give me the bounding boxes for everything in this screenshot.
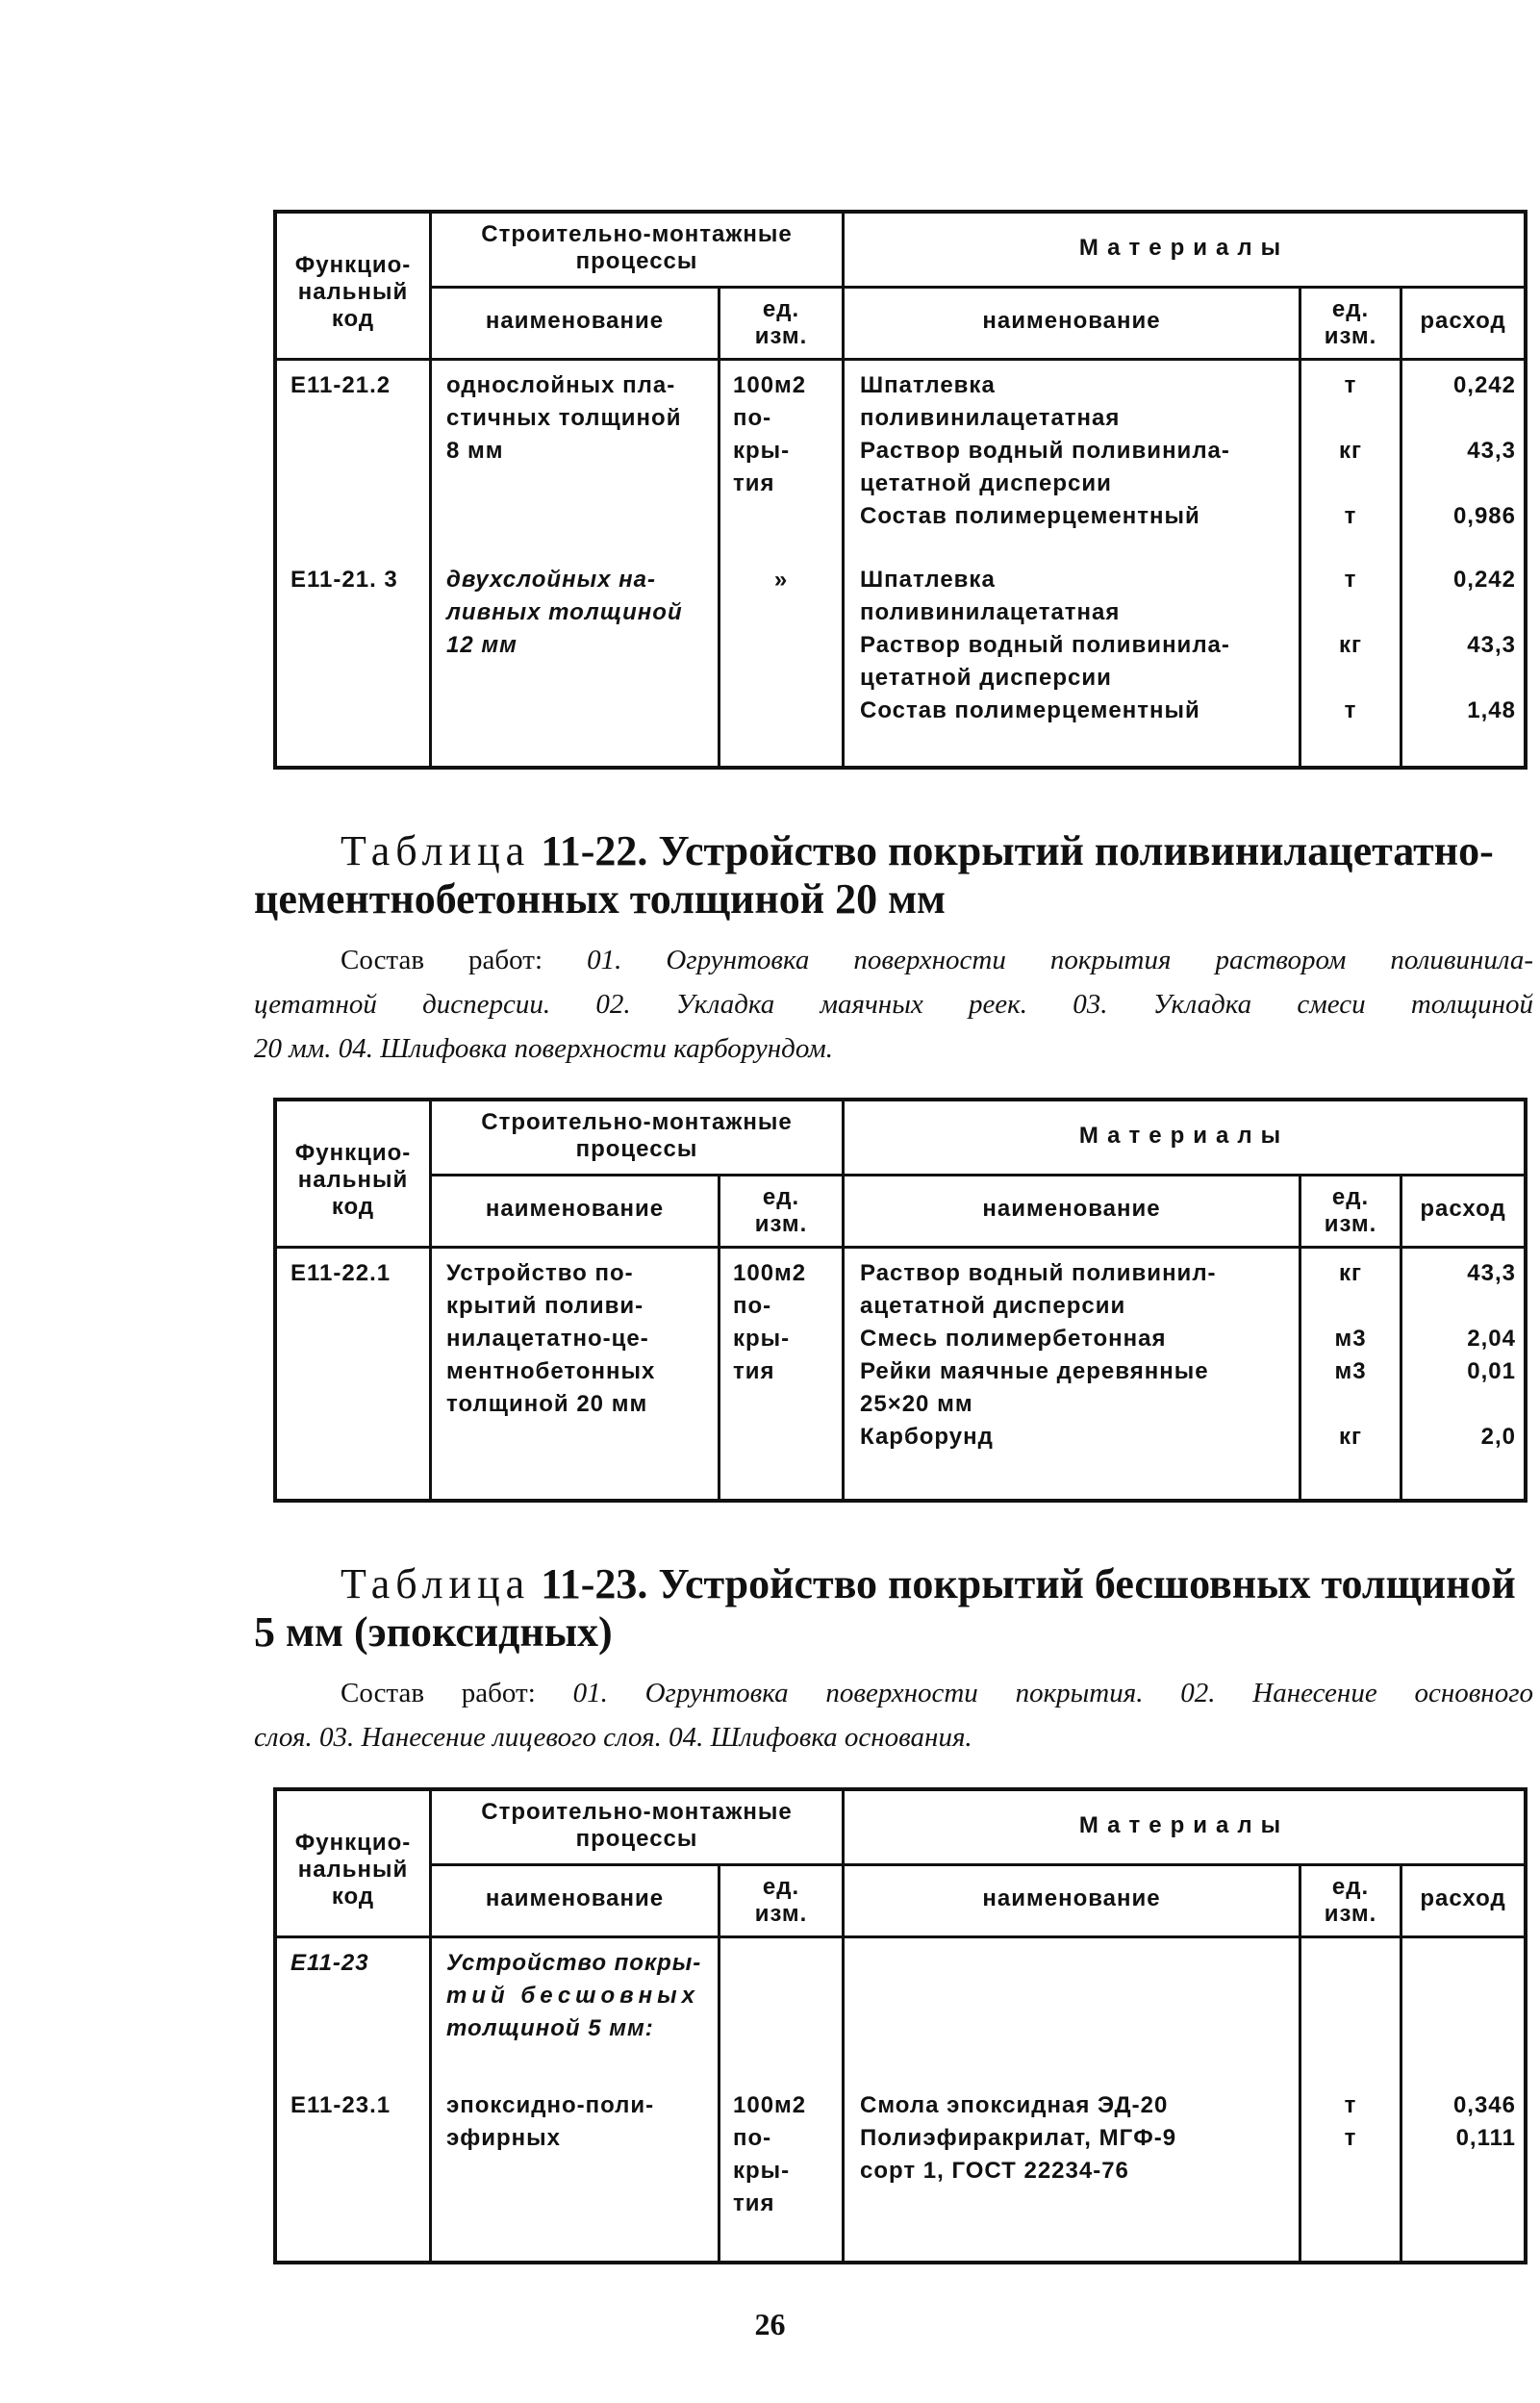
- header-process-unit: ед. изм.: [754, 296, 808, 349]
- material-value: 0,346: [1452, 2092, 1516, 2118]
- material-unit: кг: [1338, 632, 1362, 658]
- row-process: двухслойных на- ливных толщиной 12 мм: [446, 567, 683, 658]
- header-consumption: расход: [1420, 1885, 1506, 1911]
- material-name: Раствор водный поливинил- ацетатной дисперсии Смесь полимербетонная Рейки маячные деревянные 25×20 мм Карборунд: [860, 1260, 1217, 1450]
- header-material-unit: ед. изм.: [1324, 296, 1377, 349]
- header-process-unit: ед. изм.: [754, 1874, 808, 1927]
- header-consumption: расход: [1420, 308, 1506, 334]
- header-processes: Строительно-монтажные процессы: [481, 1799, 793, 1852]
- material-value: 2,0: [1480, 1424, 1516, 1450]
- row-process: однослойных пла- стичных толщиной 8 мм: [446, 372, 682, 464]
- title-line: 5 мм (эпоксидных): [254, 1608, 613, 1656]
- header-material-name: наименование: [982, 308, 1161, 334]
- col-divider: [1400, 286, 1402, 766]
- header-code: Функцио- нальный код: [294, 252, 412, 332]
- work-text: 01. Огрунтовка поверхности покрытия. 02. Нанесение основного: [572, 1678, 1534, 1708]
- title-lead: Таблица: [341, 1560, 531, 1607]
- material-name: Шпатлевка поливинилацетатная Раствор водный поливинила- цетатной дисперсии Состав полимерцементный: [860, 372, 1230, 529]
- header-process-name: наименование: [485, 308, 665, 334]
- material-value: 0,111: [1455, 2125, 1516, 2151]
- row-process: эпоксидно-поли- эфирных: [446, 2092, 655, 2151]
- work-label: Состав работ:: [341, 1678, 536, 1708]
- work-text: 20 мм. 04. Шлифовка поверхности карборундом.: [254, 1033, 833, 1064]
- col-divider: [429, 214, 432, 766]
- work-text: цетатной дисперсии. 02. Укладка маячных реек. 03. Укладка смеси толщиной: [254, 989, 1533, 1020]
- table-11-22-title: [254, 827, 1533, 923]
- header-consumption: расход: [1420, 1196, 1506, 1222]
- table-11-23: [273, 1787, 1527, 2264]
- work-text: слоя. 03. Нанесение лицевого слоя. 04. Шлифовка основания.: [254, 1722, 972, 1753]
- header-sub-divider: [429, 286, 1524, 289]
- row-code: Е11-21. 3: [290, 567, 398, 593]
- header-materials: Материалы: [1078, 235, 1290, 261]
- header-materials: Материалы: [1078, 1812, 1290, 1838]
- header-bottom-divider: [277, 1246, 1524, 1249]
- table-11-21-continued: [273, 210, 1527, 770]
- material-value: 43,3: [1467, 1260, 1516, 1286]
- material-unit: т: [1344, 2125, 1357, 2151]
- title-lead: Таблица: [341, 827, 531, 874]
- col-divider: [1400, 1863, 1402, 2261]
- col-divider: [842, 214, 845, 766]
- header-sub-divider: [429, 1863, 1524, 1866]
- table-11-22: [273, 1098, 1527, 1503]
- header-materials: Материалы: [1078, 1123, 1290, 1149]
- header-processes: Строительно-монтажные процессы: [481, 1109, 793, 1162]
- header-processes: Строительно-монтажные процессы: [481, 221, 793, 274]
- row-unit: 100м2 по- кры- тия: [733, 2092, 807, 2216]
- col-divider: [429, 1791, 432, 2261]
- table-11-23-work-composition: [254, 1671, 1533, 1759]
- row-unit-ditto: »: [773, 567, 789, 593]
- material-value: 0,242: [1452, 372, 1516, 398]
- header-code: Функцио- нальный код: [294, 1830, 412, 1910]
- material-unit: т: [1344, 372, 1357, 398]
- material-unit: т: [1344, 697, 1357, 723]
- material-value: 2,04: [1467, 1326, 1516, 1352]
- col-divider: [842, 1791, 845, 2261]
- material-unit: кг: [1338, 1260, 1362, 1286]
- header-process-name: наименование: [485, 1196, 665, 1222]
- header-material-name: наименование: [982, 1196, 1161, 1222]
- material-value: 0,986: [1452, 503, 1516, 529]
- row-process: Устройство по- крытий поливи- нилацетатно-це- ментнобетонных толщиной 20 мм: [446, 1260, 656, 1417]
- material-name: Шпатлевка поливинилацетатная Раствор водный поливинила- цетатной дисперсии Состав полимерцементный: [860, 567, 1230, 723]
- row-unit: 100м2 по- кры- тия: [733, 372, 807, 496]
- row-code: Е11-21.2: [290, 372, 391, 398]
- header-process-name: наименование: [485, 1885, 665, 1911]
- material-unit: т: [1344, 2092, 1357, 2118]
- header-material-unit: ед. изм.: [1324, 1184, 1377, 1237]
- material-unit: м3: [1334, 1326, 1367, 1352]
- row-code: Е11-23: [290, 1950, 369, 1976]
- material-value: 43,3: [1467, 632, 1516, 658]
- material-value: 1,48: [1467, 697, 1516, 723]
- header-sub-divider: [429, 1174, 1524, 1176]
- work-label: Состав работ:: [341, 945, 543, 975]
- header-code: Функцио- нальный код: [294, 1140, 412, 1220]
- material-unit: т: [1344, 567, 1357, 593]
- material-value: 0,01: [1467, 1358, 1516, 1384]
- material-unit: м3: [1334, 1358, 1367, 1384]
- material-unit: кг: [1338, 438, 1362, 464]
- material-value: 43,3: [1467, 438, 1516, 464]
- row-code: Е11-22.1: [290, 1260, 391, 1286]
- title-line: 11-23. Устройство покрытий бесшовных толщиной: [541, 1560, 1516, 1607]
- col-divider: [842, 1101, 845, 1499]
- row-code: Е11-23.1: [290, 2092, 391, 2118]
- header-material-name: наименование: [982, 1885, 1161, 1911]
- material-name: Смола эпоксидная ЭД-20 Полиэфиракрилат, МГФ-9 сорт 1, ГОСТ 22234-76: [860, 2092, 1177, 2184]
- material-unit: кг: [1338, 1424, 1362, 1450]
- page-number: 26: [754, 2307, 786, 2341]
- header-bottom-divider: [277, 358, 1524, 361]
- table-11-23-title: [254, 1560, 1533, 1657]
- row-process: Устройство покры- тий бесшовных толщиной 5 мм:: [446, 1950, 702, 2041]
- header-process-unit: ед. изм.: [754, 1184, 808, 1237]
- material-value: 0,242: [1452, 567, 1516, 593]
- title-line: 11-22. Устройство покрытий поливинилацетатно-: [541, 827, 1494, 874]
- header-bottom-divider: [277, 1935, 1524, 1938]
- row-unit: 100м2 по- кры- тия: [733, 1260, 807, 1384]
- col-divider: [718, 286, 720, 766]
- table-11-22-work-composition: [254, 938, 1533, 1071]
- title-line: цементнобетонных толщиной 20 мм: [254, 875, 947, 923]
- work-text: 01. Огрунтовка поверхности покрытия раствором поливинила-: [587, 945, 1533, 975]
- material-unit: т: [1344, 503, 1357, 529]
- header-material-unit: ед. изм.: [1324, 1874, 1377, 1927]
